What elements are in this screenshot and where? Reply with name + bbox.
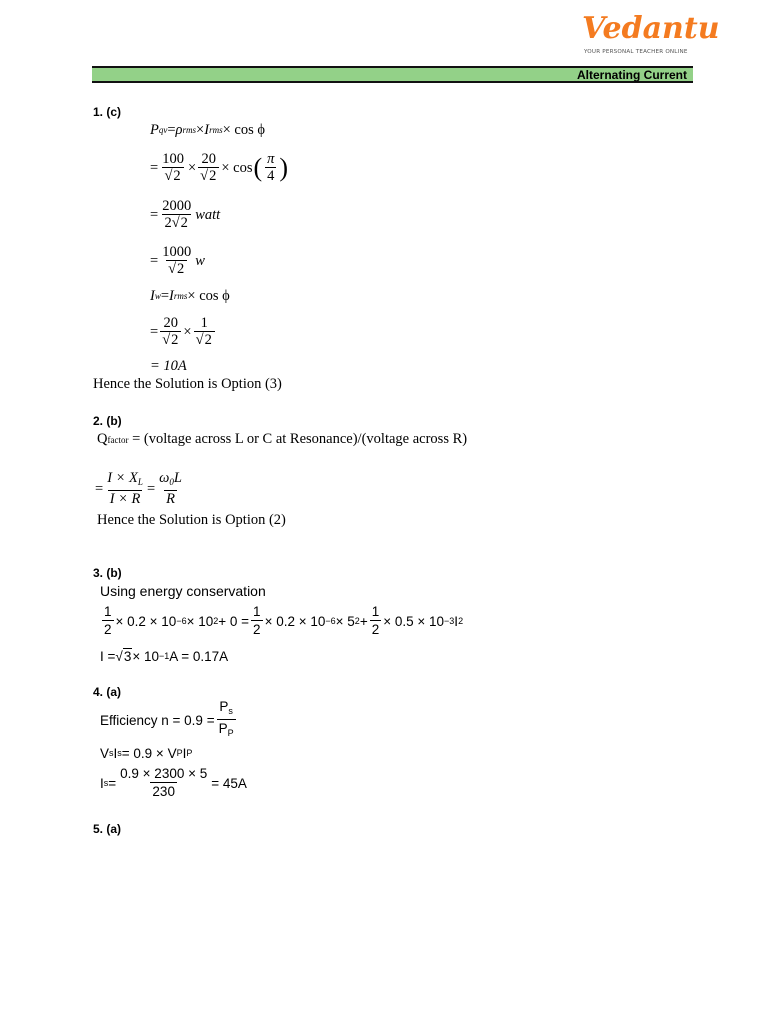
q2-eq: = $\frac{I \times X_L}{I \times R}$ = $\frac{\omega_0L}{R}$ [95, 470, 182, 507]
q4-efficiency: Efficiency n = 0.9 = $\frac{P_s}{P_P}$ [100, 700, 238, 740]
chapter-title: Alternating Current [576, 68, 687, 82]
vedantu-logo [582, 11, 720, 58]
q1-conclusion: Hence the Solution is Option (3) [93, 376, 282, 392]
question-3-label: 3. (b) [93, 566, 122, 580]
q1-eq-line5: I w = I rms × cos ϕ [150, 287, 230, 304]
q4-power-relation: V s I s = 0.9 × V P I P [100, 745, 193, 761]
q1-eq-line4: = $\frac{1000}{√2}$ w [150, 244, 205, 277]
q4-current-calc: I s = $\frac{0.9 \times 2300 \times 5}{230}$ = 45A [100, 766, 247, 799]
chapter-header-bar [92, 66, 693, 83]
q2-conclusion: Hence the Solution is Option (2) [97, 512, 286, 528]
q3-eq-energy: $\frac{1}{2}$ × 0.2 × 10 −6 × 10 2 + 0 = $\frac{1}{2}$ × 0.2 × 10 −6 × 5 2 + $\frac{1}{2}$ × 0.5 × 10 −3 I 2 [104, 604, 464, 637]
q3-intro: Using energy conservation [100, 583, 266, 599]
q1-eq-result: = 10A [150, 357, 187, 374]
question-2-label: 2. (b) [93, 414, 122, 428]
question-5-label: 5. (a) [93, 822, 122, 836]
logo-tagline: YOUR PERSONAL TEACHER ONLINE [584, 49, 688, 55]
q1-eq-line3: = $\frac{2000}{2√2}$ watt [150, 198, 221, 231]
q1-eq-line2: = $\frac{100}{√2}$ × $\frac{20}{√2}$ × cos ( $\frac{\pi}{4}$ ) [150, 151, 289, 184]
q3-eq-result: I = √ 3 × 10 −1 A = 0.17A [100, 648, 229, 664]
logo-wordmark: Vedantu [582, 11, 720, 46]
q2-q-factor-definition: Qfactor = (voltage across L or C at Resonance)/(voltage across R) [97, 431, 468, 447]
question-4-label: 4. (a) [93, 685, 122, 699]
q1-eq-line1: P qv = ρ rms × I rms × cos ϕ [150, 121, 265, 138]
q1-eq-line6: = $\frac{20}{√2}$ × $\frac{1}{√2}$ [150, 310, 217, 354]
question-1-label: 1. (c) [93, 105, 122, 119]
